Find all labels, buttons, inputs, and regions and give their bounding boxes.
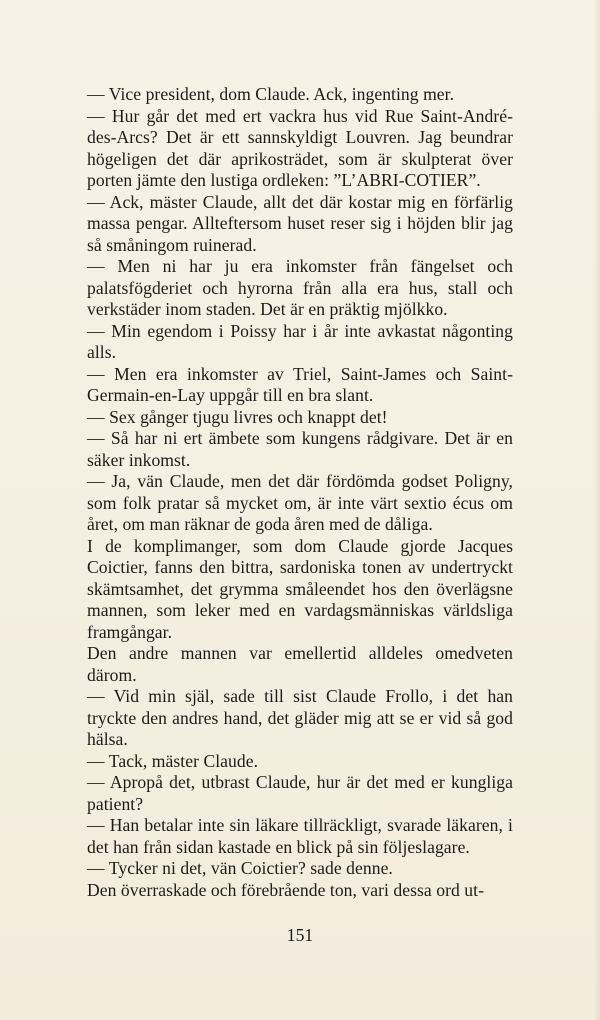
paragraph: — Hur går det med ert vackra hus vid Rue Saint-André-des-Arcs? Det är ett sannskyldigt Louvren. Jag beundrar högeligen det där aprikosträdet, som är skulpterat över porten jämte den lustiga ordleken: ”L’ABRI-COTIER”. bbox=[87, 105, 513, 190]
page-number: 151 bbox=[286, 925, 314, 945]
paragraph: — Tack, mäster Claude. bbox=[87, 750, 259, 771]
paragraph: — Vice president, dom Claude. Ack, ingenting mer. bbox=[87, 84, 455, 104]
paragraph: I de komplimanger, som dom Claude gjorde Jacques Coictier, fanns den bittra, sardoniska tonen av undertryckt skämtsamhet, det grymma småleendet hos den överlägsne mannen, som leker med en vardagsmänniskas världsliga framgångar. bbox=[87, 535, 513, 642]
paragraph: — Apropå det, utbrast Claude, hur är det med er kungliga patient? bbox=[87, 772, 513, 814]
paragraph: — Vid min själ, sade till sist Claude Frollo, i det han tryckte den andres hand, det gläder mig att se er vid så god hälsa. bbox=[87, 686, 513, 749]
paragraph: — Men era inkomster av Triel, Saint-James och Saint-Germain-en-Lay uppgår till en bra slant. bbox=[87, 363, 513, 405]
paragraph: — Han betalar inte sin läkare tillräckligt, svarade läkaren, i det han från sidan kastade en blick på sin följeslagare. bbox=[87, 815, 513, 857]
paragraph: Den andre mannen var emellertid alldeles omedveten därom. bbox=[87, 643, 513, 685]
body-text bbox=[87, 84, 513, 901]
paragraph: — Så har ni ert ämbete som kungens rådgivare. Det är en säker inkomst. bbox=[87, 428, 513, 470]
paragraph: — Ja, vän Claude, men det där fördömda godset Poligny, som folk pratar så mycket om, är inte värt sextio écus om året, om man räknar de goda åren med de dåliga. bbox=[87, 471, 513, 534]
paragraph: — Min egendom i Poissy har i år inte avkastat någonting alls. bbox=[87, 320, 513, 362]
paragraph: — Sex gånger tjugu livres och knappt det! bbox=[87, 406, 388, 427]
paragraph: Den överraskade och förebrående ton, vari dessa ord ut- bbox=[87, 879, 484, 900]
paragraph: — Tycker ni det, vän Coictier? sade denne. bbox=[87, 858, 393, 878]
page-edge-shadow bbox=[594, 0, 600, 1020]
paragraph: — Men ni har ju era inkomster från fängelset och palatsfögderiet och hyrorna från alla era hus, stall och verkstäder inom staden. Det är en präktig mjölkko. bbox=[87, 256, 513, 319]
paragraph: — Ack, mäster Claude, allt det där kostar mig en förfärlig massa pengar. Allteftersom huset reser sig i höjden blir jag så småningom ruinerad. bbox=[87, 191, 513, 255]
